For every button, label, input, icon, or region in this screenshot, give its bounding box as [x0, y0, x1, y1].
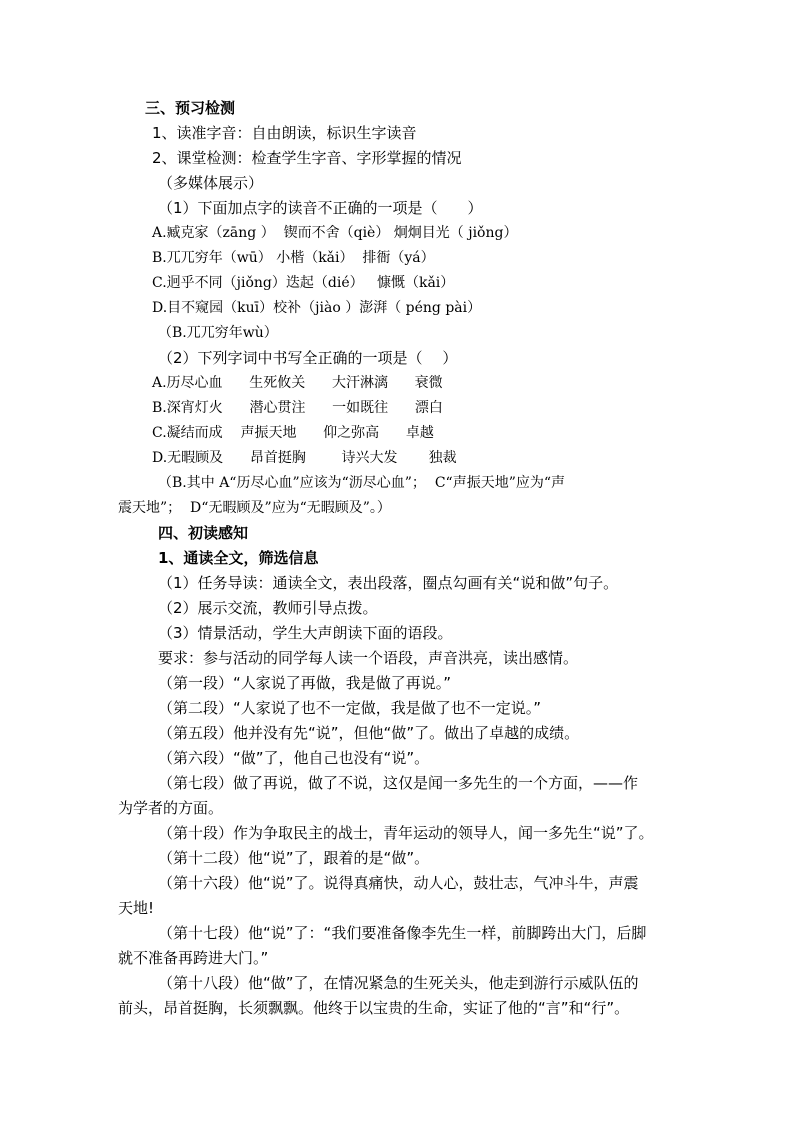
paragraph-6-quote: （第六段）“做”了，他自己也没有“说”。 [158, 749, 430, 767]
paragraph-12-quote: （第十二段）他“说”了，跟着的是“做”。 [158, 849, 430, 867]
paragraph-2-quote: （第二段）“人家说了也不一定做，我是做了也不一定说。” [158, 699, 542, 717]
item1-text: 1、读准字音：自由朗读，标识生字读音 [152, 124, 417, 142]
q2-option-c: C.凝结而成 声振天地 仰之弥高 卓越 [152, 425, 434, 441]
q1-option-d: D.目不窥园（kuī）校补（jiào ）澎湃（ péng pài） [152, 300, 482, 316]
paragraph-10-quote: （第十段）作为争取民主的战士，青年运动的领导人，闻一多先生“说”了。 [158, 824, 654, 842]
section4-heading: 四、初读感知 [158, 524, 249, 542]
paragraph-18-quote: （第十八段）他“做”了，在情况紧急的生死关头，他走到游行示威队伍的 [158, 974, 639, 992]
paragraph-17-quote-cont: 就不准备再跨进大门。” [118, 949, 269, 967]
q2-stem: （2）下列字词中书写全正确的一项是（ ） [158, 349, 458, 367]
section4-sub1: 1、通读全文，筛选信息 [158, 549, 319, 567]
display-exchange: （2）展示交流，教师引导点拨。 [158, 599, 378, 617]
q1-answer: （B.兀兀穷年wù） [158, 325, 278, 341]
q2-option-a: A.历尽心血 生死攸关 大汗淋漓 衰微 [152, 375, 443, 391]
q1-option-b: B.兀兀穷年（wū） 小楷（kǎi） 排衙（yá） [152, 250, 435, 266]
q1-option-a: A.臧克家（zāng ） 锲而不舍（qiè） 炯炯目光（ jiǒng） [152, 225, 518, 241]
q2-answer-line1: （B.其中 A“历尽心血”应该为“沥尽心血”； C“声振天地”应为“声 [158, 475, 566, 491]
q2-option-d: D.无暇顾及 昂首挺胸 诗兴大发 独裁 [152, 450, 457, 466]
section3-heading: 三、预习检测 [145, 99, 236, 117]
q2-option-b: B.深宵灯火 潜心贯注 一如既往 漂白 [152, 400, 443, 416]
task-guide: （1）任务导读：通读全文，表出段落，圈点勾画有关“说和做”句子。 [158, 574, 619, 592]
q1-stem: （1）下面加点字的读音不正确的一项是（ ） [158, 199, 483, 217]
paragraph-7-quote: （第七段）做了再说，做了不说，这仅是闻一多先生的一个方面，——作 [158, 774, 639, 792]
activity-requirement: 要求：参与活动的同学每人读一个语段，声音洪亮，读出感情。 [158, 649, 579, 667]
paragraph-18-quote-cont: 前头，昂首挺胸，长须飘飘。他终于以宝贵的生命，实证了他的“言”和“行”。 [118, 999, 630, 1017]
scenario-activity: （3）情景活动，学生大声朗读下面的语段。 [158, 624, 453, 642]
q1-option-c: C.迥乎不同（jiǒng）迭起（dié） 慷慨（kǎi） [152, 275, 455, 291]
item2-text: 2、课堂检测：检查学生字音、字形掌握的情况 [152, 149, 462, 167]
media-note: （多媒体展示） [158, 174, 264, 192]
q2-answer-line2: 震天地”； D“无暇顾及”应为“无暇顾及”。） [118, 500, 391, 516]
paragraph-16-quote: （第十六段）他“说”了。说得真痛快，动人心，鼓壮志，气冲斗牛，声震 [158, 874, 639, 892]
paragraph-16-quote-cont: 天地! [118, 899, 155, 917]
paragraph-5-quote: （第五段）他并没有先“说”，但他“做”了。做出了卓越的成绩。 [158, 724, 580, 742]
paragraph-17-quote: （第十七段）他“说”了：“我们要准备像李先生一样，前脚跨出大门，后脚 [158, 924, 647, 942]
paragraph-1-quote: （第一段）“人家说了再做，我是做了再说。” [158, 674, 452, 692]
paragraph-7-quote-cont: 为学者的方面。 [118, 799, 224, 817]
